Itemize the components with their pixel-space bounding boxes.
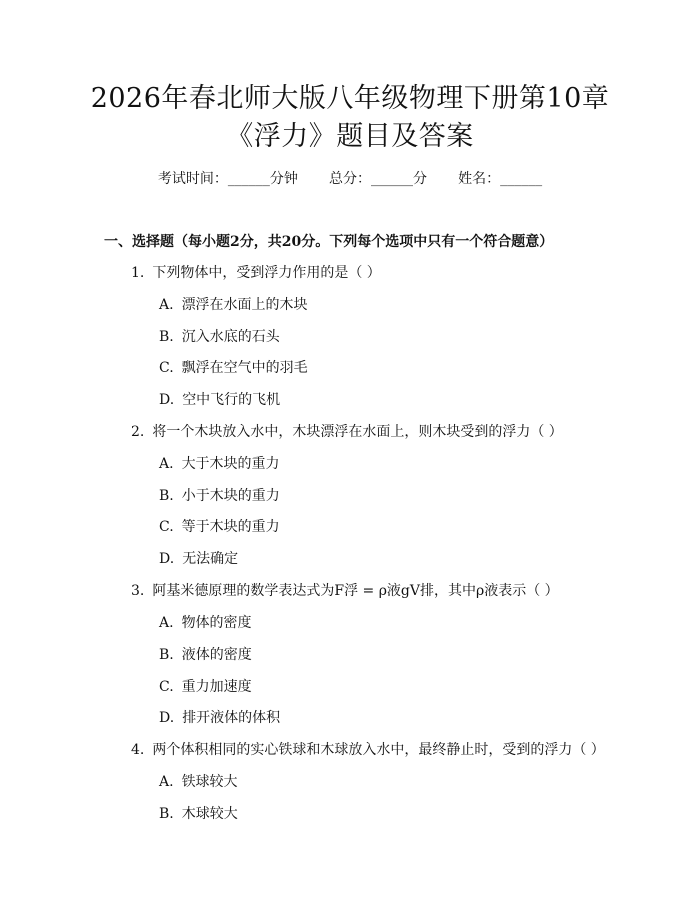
option-letter: D. — [159, 551, 175, 567]
option-3b — [159, 644, 252, 664]
question-4 — [131, 739, 605, 759]
question-text: 下列物体中，受到浮力作用的是（ ） — [152, 265, 381, 281]
option-text: 无法确定 — [182, 551, 239, 567]
option-text: 排开液体的体积 — [182, 710, 281, 726]
option-text: 小于木块的重力 — [181, 488, 280, 504]
option-letter: A. — [159, 456, 174, 472]
option-letter: B. — [159, 806, 174, 822]
option-text: 重力加速度 — [181, 679, 252, 695]
option-2b — [159, 485, 280, 505]
option-letter: A. — [159, 615, 174, 631]
option-letter: B. — [159, 647, 174, 663]
question-3 — [131, 580, 559, 600]
option-3d — [159, 707, 280, 727]
question-number: 2. — [131, 424, 145, 440]
option-text: 等于木块的重力 — [181, 519, 280, 535]
option-1a — [159, 294, 308, 314]
question-text: 两个体积相同的实心铁球和木球放入水中，最终静止时，受到的浮力（ ） — [152, 742, 605, 758]
question-text: 阿基米德原理的数学表达式为F浮 = ρ液gV排，其中ρ液表示（ ） — [152, 583, 559, 599]
total-score: 总分：______分 — [329, 171, 427, 187]
option-letter: C. — [159, 679, 174, 695]
option-text: 飘浮在空气中的羽毛 — [181, 360, 308, 376]
option-4a — [159, 771, 238, 791]
option-1c — [159, 357, 308, 377]
document-title-line1: 2026年春北师大版八年级物理下册第10章 — [90, 83, 610, 114]
option-text: 液体的密度 — [181, 647, 252, 663]
question-number: 1. — [131, 265, 145, 281]
question-1 — [131, 262, 381, 282]
student-name: 姓名：______ — [458, 171, 543, 187]
option-2a — [159, 453, 280, 473]
option-letter: A. — [159, 774, 174, 790]
exam-info — [0, 168, 700, 188]
exam-time: 考试时间：______分钟 — [157, 171, 298, 187]
option-1b — [159, 326, 280, 346]
document-title-line2: 《浮力》题目及答案 — [226, 121, 474, 152]
option-text: 物体的密度 — [181, 615, 252, 631]
option-1d — [159, 389, 280, 409]
option-letter: B. — [159, 488, 174, 504]
option-text: 漂浮在水面上的木块 — [181, 297, 308, 313]
question-2 — [131, 421, 563, 441]
option-letter: C. — [159, 519, 174, 535]
option-letter: A. — [159, 297, 174, 313]
option-letter: D. — [159, 392, 175, 408]
option-letter: B. — [159, 329, 174, 345]
option-3c — [159, 676, 252, 696]
option-2c — [159, 516, 280, 536]
option-letter: D. — [159, 710, 175, 726]
section-heading-choice: 一、选择题（每小题2分，共20分。下列每个选项中只有一个符合题意） — [104, 234, 554, 250]
option-2d — [159, 548, 238, 568]
question-text: 将一个木块放入水中，木块漂浮在水面上，则木块受到的浮力（ ） — [152, 424, 563, 440]
option-text: 空中飞行的飞机 — [182, 392, 281, 408]
option-text: 铁球较大 — [181, 774, 238, 790]
option-text: 大于木块的重力 — [181, 456, 280, 472]
question-number: 4. — [131, 742, 145, 758]
option-text: 木球较大 — [181, 806, 238, 822]
option-4b — [159, 803, 238, 823]
question-number: 3. — [131, 583, 145, 599]
option-3a — [159, 612, 252, 632]
option-letter: C. — [159, 360, 174, 376]
option-text: 沉入水底的石头 — [181, 329, 280, 345]
